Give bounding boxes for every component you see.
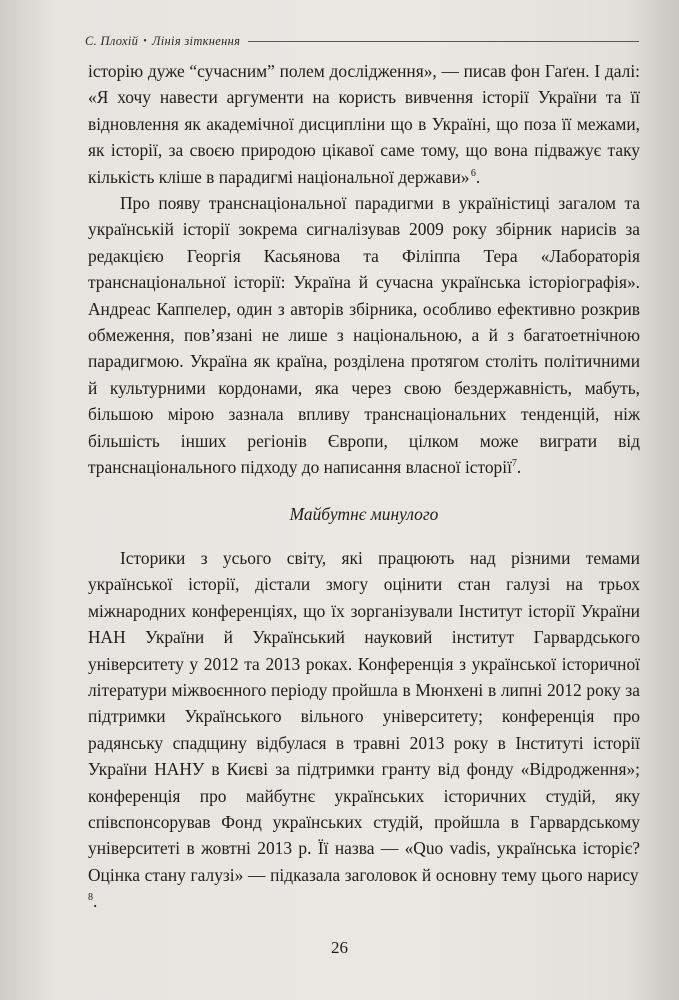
paragraph: Історики з усього світу, які працюють над різними темами української історії, дістали змогу оцінити стан галузі на трьох міжнародних конференціях, що їх зорганізували Інститут історії України НАН України й Український науковий інститут Гарвардського університету у 2012 та 2013 роках. Конференція з української історичної літератури міжвоєнного періоду пройшла в Мюнхені в липні 2012 року за підтримки Українського вільного університету; конференція про радянську спадщину відбулася в травні 2013 року в Інституті історії України НАНУ в Києві за підтримки гранту від фонду «Відродження»; конференція про майбутнє українських історичних студій, яку співспонсорував Фонд українських студій, пройшла в Гарвардському університеті в жовтні 2013 р. Її назва — «Quo vadis, українська історіє? Оцінка стану галузі» — підказала заголовок й основну тему цього нарису $^8$. bbox=[88, 547, 640, 912]
paragraph-text: Історики з усього світу, які працюють над різними темами української історії, дістали змогу оцінити стан галузі на трьох міжнародних конференціях, що їх зорганізували Інститут історії України НАН України й Український науковий інститут Гарвардського університету у 2012 та 2013 роках. Конференція з української історичної літератури міжвоєнного періоду пройшла в Мюнхені в липні 2012 року за підтримки Українського вільного університету; конференція про радянську спадщину відбулася в травні 2013 року в Інституті історії України НАНУ в Києві за підтримки гранту від фонду «Відродження»; конференція про майбутнє українських історичних студій, яку співспонсорував Фонд українських студій, пройшла в Гарвардському університеті в жовтні 2013 р. Її назва — «Quo vadis, українська історіє? Оцінка стану галузі» — підказала заголовок й основну тему цього нарису bbox=[88, 547, 640, 885]
running-head-separator: • bbox=[143, 36, 148, 47]
paragraph: Про появу транснаціональної парадигми в україністиці загалом та українській історії зокрема сигналізував 2009 року збірник нарисів за редакцією Георгія Касьянова та Філіппа Тера «Лабораторія транснаціональної історії: Україна й сучасна українська історіографія». Андреас Каппелер, один з авторів збірника, особливо ефективно розкрив обмеження, пов’язані не лише з національною, а й з багатоетнічною парадигмою. Україна як країна, розділена протягом століть політичними й культурними кордонами, яка через свою бездержавність, мабуть, більшою мірою зазнала впливу транснаціональних тенденцій, ніж більшість інших регіонів Європи, цілком може виграти від транснаціонального підходу до написання власної історії$^7$. bbox=[88, 193, 640, 478]
paragraph-text: Про появу транснаціональної парадигми в україністиці загалом та українській історії зокрема сигналізував 2009 року збірник нарисів за редакцією Георгія Касьянова та Філіппа Тера «Лабораторія транснаціональної історії: Україна й сучасна українська історіографія». Андреас Каппелер, один з авторів збірника, особливо ефективно розкрив обмеження, пов’язані не лише з національною, а й з багатоетнічною парадигмою. Україна як країна, розділена протягом століть політичними й культурними кордонами, яка через свою бездержавність, мабуть, більшою мірою зазнала впливу транснаціональних тенденцій, ніж більшість інших регіонів Європи, цілком може виграти від транснаціонального підходу до написання власної історії bbox=[88, 193, 640, 478]
paragraph-continued: історію дуже “сучасним” полем дослідження», — писав фон Гаґен. І далі: «Я хочу навести аргументи на користь вивчення історії України та її відновлення як академічної дисципліни що в Україні, що поза її межами, як історії, за своєю природою цікавої саме тому, що вона підважує таку кількість кліше в парадигмі національної держави» $^6$. bbox=[88, 61, 640, 187]
section-heading: Майбутнє минулого bbox=[289, 503, 439, 524]
body-text bbox=[88, 58, 640, 915]
footnote-ref: 8 bbox=[88, 892, 93, 904]
running-head-author: С. Плохій bbox=[85, 34, 139, 48]
footnote-ref: 6 bbox=[470, 167, 476, 179]
page-number: 26 bbox=[331, 938, 348, 957]
running-head-title: Лінія зіткнення bbox=[152, 34, 241, 48]
paragraph-text: історію дуже “сучасним” полем дослідження», — писав фон Гаґен. І далі: «Я хочу навести аргументи на користь вивчення історії України та її відновлення як академічної дисципліни що в Україні, що поза її межами, як історії, за своєю природою цікавої саме тому, що вона підважує таку кількість кліше в парадигмі національної держави» bbox=[88, 61, 640, 187]
running-head bbox=[85, 34, 639, 49]
running-head-rule bbox=[248, 41, 639, 42]
footnote-ref: 7 bbox=[511, 458, 517, 470]
